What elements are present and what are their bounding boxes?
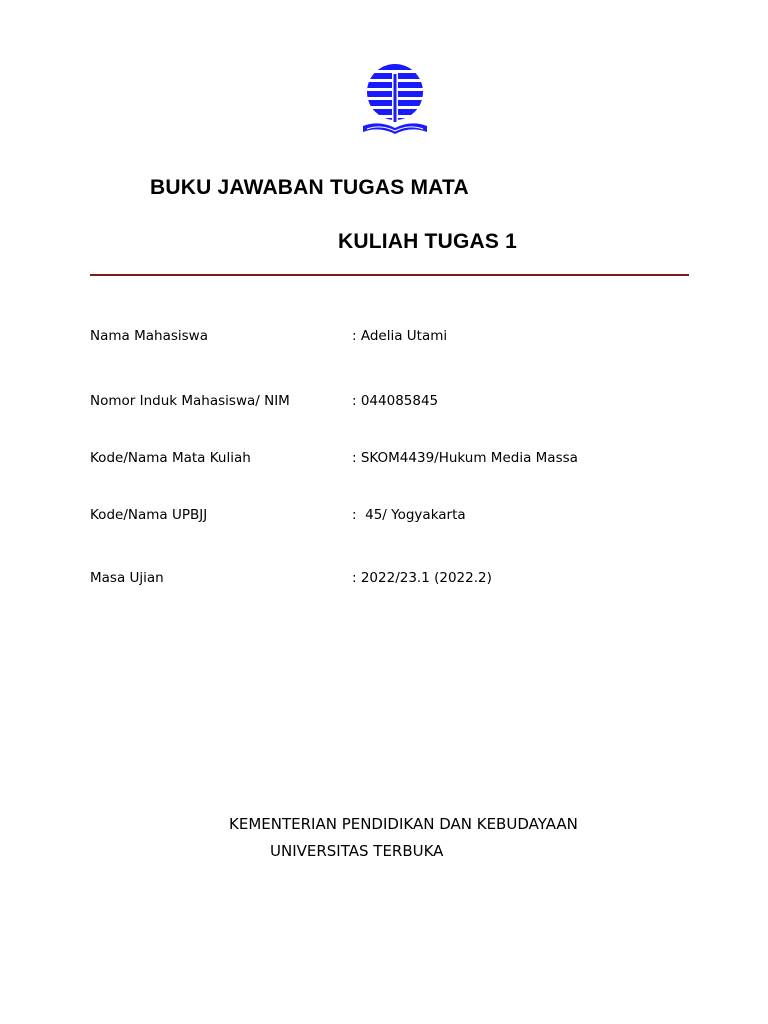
field-value: : 2022/23.1 (2022.2) xyxy=(352,570,492,586)
field-nim xyxy=(90,393,690,413)
footer-ministry: KEMENTERIAN PENDIDIKAN DAN KEBUDAYAAN xyxy=(229,815,578,833)
field-mata-kuliah xyxy=(90,450,690,470)
field-masa-ujian xyxy=(90,570,690,590)
field-label: Kode/Nama UPBJJ xyxy=(90,507,208,523)
field-value: : SKOM4439/Hukum Media Massa xyxy=(352,450,578,466)
document-title-line-2: KULIAH TUGAS 1 xyxy=(338,230,517,253)
field-label: Masa Ujian xyxy=(90,570,164,586)
field-label: Nomor Induk Mahasiswa/ NIM xyxy=(90,393,290,409)
field-nama-mahasiswa xyxy=(90,328,690,348)
university-logo xyxy=(359,60,431,138)
footer-university: UNIVERSITAS TERBUKA xyxy=(270,842,444,860)
field-value: : 044085845 xyxy=(352,393,439,409)
field-label: Kode/Nama Mata Kuliah xyxy=(90,450,251,466)
title-divider xyxy=(90,274,689,276)
field-value: : 45/ Yogyakarta xyxy=(352,507,466,523)
field-label: Nama Mahasiswa xyxy=(90,328,208,344)
field-value: : Adelia Utami xyxy=(352,328,448,344)
document-title-line-1: BUKU JAWABAN TUGAS MATA xyxy=(150,176,469,199)
universitas-terbuka-logo-icon xyxy=(359,60,431,138)
field-upbjj xyxy=(90,507,690,527)
